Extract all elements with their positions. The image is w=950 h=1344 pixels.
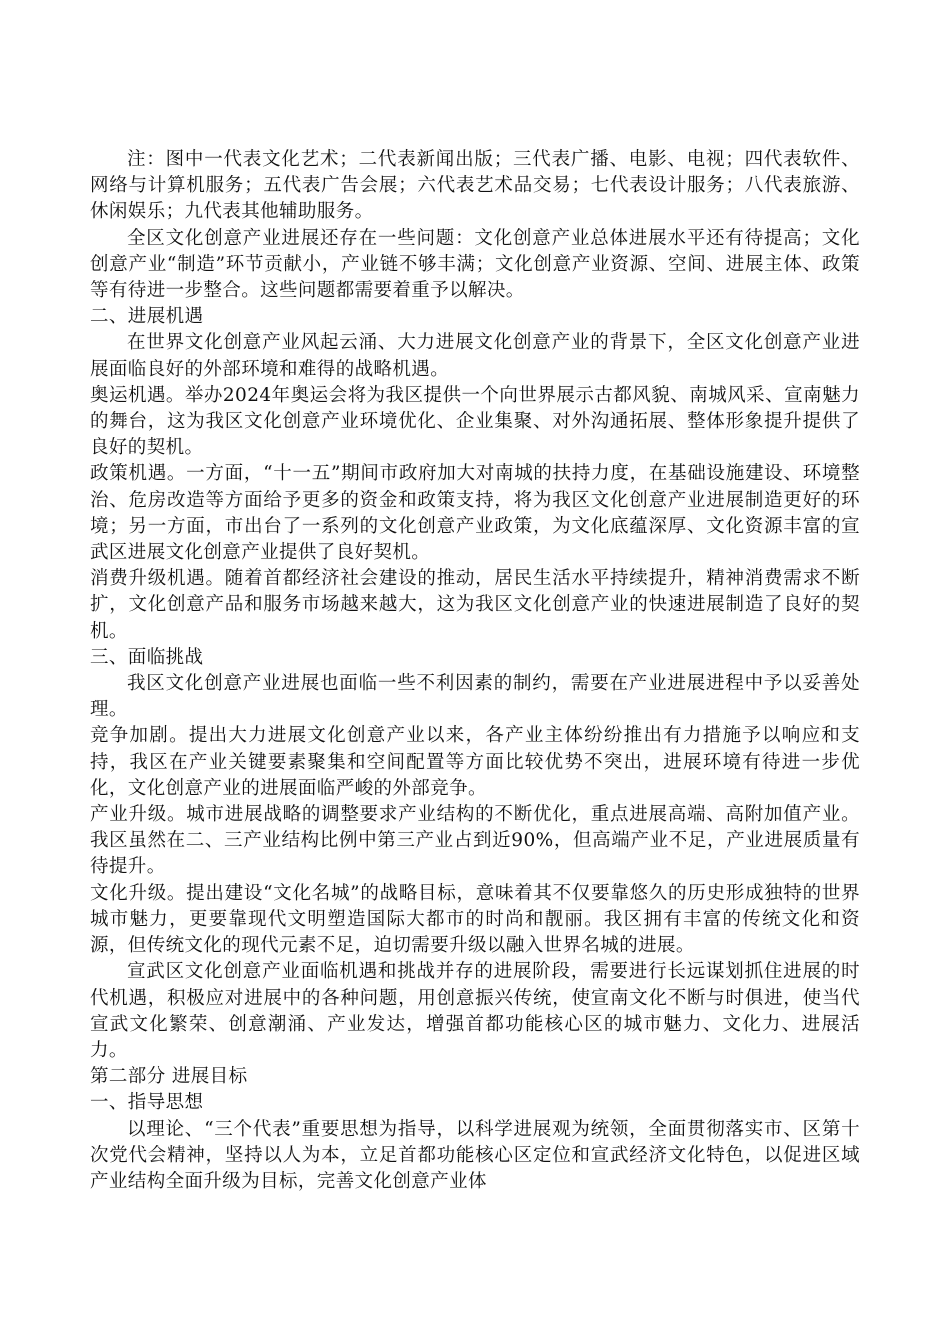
consumption-paragraph: 消费升级机遇。随着首都经济社会建设的推动，居民生活水平持续提升，精神消费需求不断扩，文化创意产品和服务市场越来越大，这为我区文化创意产业的快速进展制造了良好的契机。 xyxy=(90,568,860,642)
competition-paragraph: 竞争加剧。提出大力进展文化创意产业以来，各产业主体纷纷推出有力措施予以响应和支持，我区在产业关键要素聚集和空间配置等方面比较优势不突出，进展环境有待进一步优化，文化创意产业的进展面临严峻的外部竞争。 xyxy=(90,725,860,799)
olympic-paragraph: 奥运机遇。举办2024年奥运会将为我区提供一个向世界展示古都风貌、南城风采、宣南魅力的舞台，这为我区文化创意产业环境优化、企业集聚、对外沟通拓展、整体形象提升提供了良好的契机。 xyxy=(90,384,860,459)
section-heading-opportunity: 二、进展机遇 xyxy=(90,306,204,328)
culture-upgrade-paragraph: 文化升级。提出建设“文化名城”的战略目标，意味着其不仅要靠悠久的历史形成独特的世界城市魅力，更要靠现代文明塑造国际大都市的时尚和靓丽。我区拥有丰富的传统文化和资源，但传统文化的现代元素不足，迫切需要升级以融入世界名城的进展。 xyxy=(90,882,860,957)
section-heading-guiding: 一、指导思想 xyxy=(90,1092,204,1114)
summary-paragraph: 宣武区文化创意产业面临机遇和挑战并存的进展阶段，需要进行长远谋划抓住进展的时代机遇，积极应对进展中的各种问题，用创意振兴传统，使宣南文化不断与时俱进，使当代宣武文化繁荣、创意潮涌、产业发达，增强首都功能核心区的城市魅力、文化力、进展活力。 xyxy=(90,961,860,1061)
problems-paragraph: 全区文化创意产业进展还存在一些问题：文化创意产业总体进展水平还有待提高；文化创意产业“制造”环节贡献小，产业链不够丰满；文化创意产业资源、空间、进展主体、政策等有待进一步整合。这些问题都需要着重予以解决。 xyxy=(90,227,860,302)
challenge-intro-paragraph: 我区文化创意产业进展也面临一些不利因素的制约，需要在产业进展进程中予以妥善处理。 xyxy=(90,673,860,721)
industry-upgrade-paragraph: 产业升级。城市进展战略的调整要求产业结构的不断优化，重点进展高端、高附加值产业。我区虽然在二、三产业结构比例中第三产业占到近90%，但高端产业不足，产业进展质量有待提升。 xyxy=(90,804,860,878)
policy-paragraph: 政策机遇。一方面，“十一五”期间市政府加大对南城的扶持力度，在基础设施建设、环境整治、危房改造等方面给予更多的资金和政策支持，将为我区文化创意产业进展制造更好的环境；另一方面，市出台了一系列的文化创意产业政策，为文化底蕴深厚、文化资源丰富的宣武区进展文化创意产业提供了良好契机。 xyxy=(90,463,860,564)
note-paragraph: 注：图中一代表文化艺术；二代表新闻出版；三代表广播、电影、电视；四代表软件、网络与计算机服务；五代表广告会展；六代表艺术品交易；七代表设计服务；八代表旅游、休闲娱乐；九代表其他辅助服务。 xyxy=(90,149,860,223)
opportunity-intro-paragraph: 在世界文化创意产业风起云涌、大力进展文化创意产业的背景下，全区文化创意产业进展面临良好的外部环境和难得的战略机遇。 xyxy=(90,332,860,380)
guiding-paragraph: 以理论、“三个代表”重要思想为指导，以科学进展观为统领，全面贯彻落实市、区第十次党代会精神，坚持以人为本，立足首都功能核心区定位和宣武经济文化特色，以促进区域产业结构全面升级为目标，完善文化创意产业体 xyxy=(90,1118,860,1192)
section-heading-challenge: 三、面临挑战 xyxy=(90,646,204,668)
part-two-heading: 第二部分 进展目标 xyxy=(90,1066,248,1088)
